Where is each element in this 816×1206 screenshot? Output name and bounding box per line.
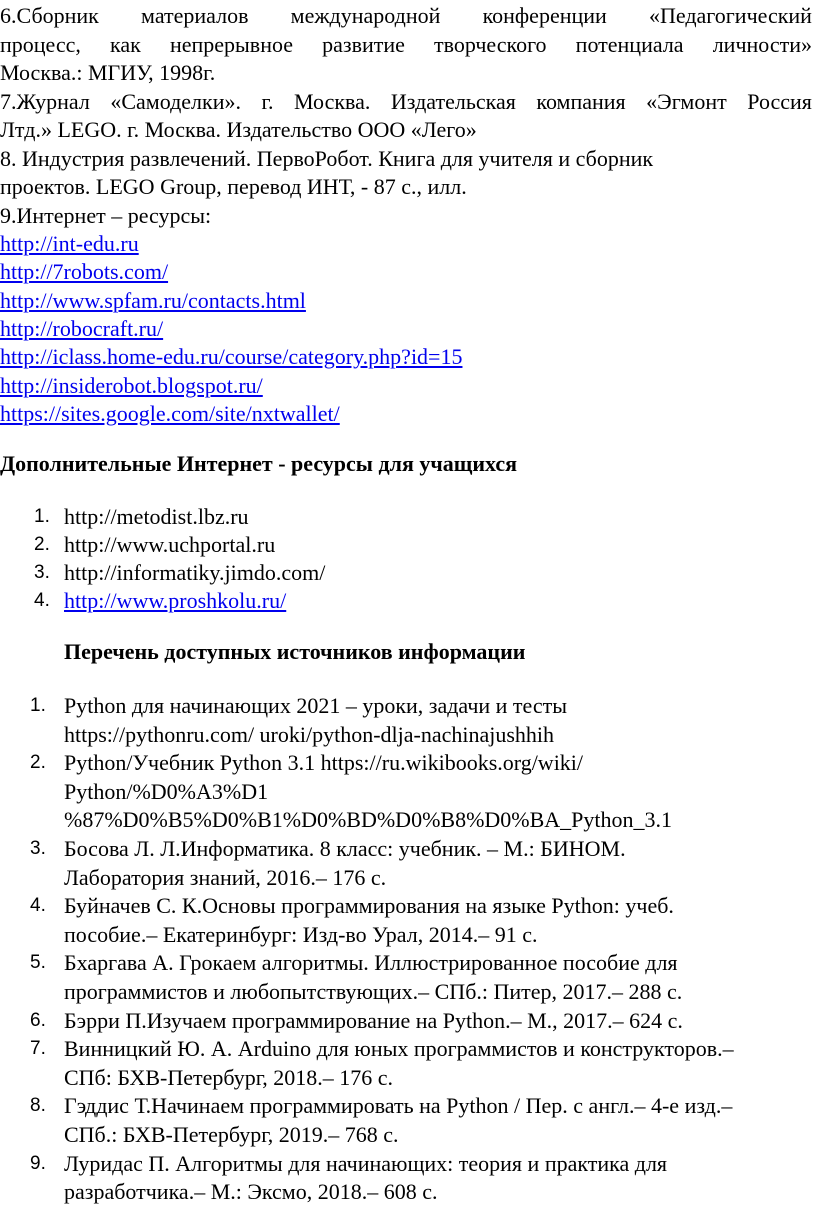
list-item: http://informatiky.jimdo.com/	[64, 560, 326, 585]
source-line: https://pythonru.com/ uroki/python-dlja-nachinajushhih	[64, 721, 555, 747]
list-item[interactable]	[64, 587, 286, 615]
ref-6-line-3: Москва.: МГИУ, 1998г.	[0, 60, 216, 85]
source-line: Бэрри П.Изучаем программирование на Python.– М., 2017.– 624 с.	[64, 1007, 683, 1033]
list-number: 3.	[34, 562, 50, 583]
source-line: Python/%D0%A3%D1	[64, 778, 269, 804]
word: Издательская	[390, 89, 516, 114]
ref-8-line-1: 8. Индустрия развлечений. ПервоРобот. Книга для учителя и сборник	[0, 146, 654, 171]
sources-heading: Перечень доступных источников информации	[64, 639, 526, 664]
student-resources-heading: Дополнительные Интернет - ресурсы для учащихся	[0, 451, 518, 476]
word: 6.Сборник	[0, 3, 99, 28]
source-number: 8.	[30, 1095, 46, 1117]
source-line: пособие.– Екатеринбург: Изд-во Урал, 2014.– 91 с.	[64, 921, 538, 947]
source-number: 9.	[30, 1152, 46, 1174]
ref-7-line-1	[0, 88, 812, 116]
list-number: 4.	[34, 590, 50, 611]
source-number: 7.	[30, 1038, 46, 1060]
source-number: 3.	[30, 838, 46, 859]
source-number: 6.	[30, 1009, 46, 1031]
source-number: 1.	[30, 695, 46, 716]
source-line: программистов и любопытствующих.– СПб.: Питер, 2017.– 288 с.	[64, 979, 683, 1004]
word: личности»	[712, 32, 812, 57]
word: «Педагогический	[648, 3, 812, 28]
list-number: 1.	[34, 506, 50, 527]
source-number: 2.	[30, 752, 46, 774]
resource-link[interactable]: http://int-edu.ru	[0, 231, 139, 256]
source-line: СПб: БХВ-Петербург, 2018.– 176 с.	[64, 1064, 394, 1090]
resource-link[interactable]: http://www.proshkolu.ru/	[64, 588, 287, 613]
resource-link[interactable]: https://sites.google.com/site/nxtwallet/	[0, 401, 340, 426]
source-line: %87%D0%B5%D0%B1%D0%BD%D0%B8%D0%BA_Python_3.1	[64, 807, 673, 833]
source-number: 4.	[30, 895, 46, 917]
ref-6-line-2	[0, 31, 812, 59]
resource-link[interactable]: http://robocraft.ru/	[0, 316, 164, 341]
word: потенциала	[575, 32, 684, 57]
word: конференции	[482, 3, 607, 28]
source-line: Python/Учебник Python 3.1 https://ru.wikibooks.org/wiki/	[64, 750, 584, 776]
word: процесс,	[0, 32, 81, 57]
resource-link[interactable]: http://insiderobot.blogspot.ru/	[0, 373, 263, 398]
ref-6-line-1	[0, 2, 812, 30]
word: «Эгмонт	[646, 89, 727, 114]
word: г.	[261, 89, 274, 114]
list-item: http://www.uchportal.ru	[64, 532, 276, 557]
word: Москва.	[294, 89, 371, 114]
word: непрерывное	[169, 32, 294, 57]
source-line: Бхаргава А. Грокаем алгоритмы. Иллюстрированное пособие для	[64, 950, 678, 976]
source-line: Буйначев С. К.Основы программирования на языке Python: учеб.	[64, 893, 674, 919]
word: развитие	[322, 32, 405, 57]
source-line: Лаборатория знаний, 2016.– 176 с.	[64, 864, 387, 890]
source-line: СПб.: БХВ-Петербург, 2019.– 768 с.	[64, 1122, 399, 1147]
source-line: Луридас П. Алгоритмы для начинающих: теория и практика для	[64, 1150, 668, 1176]
word: Россия	[747, 89, 812, 114]
word: материалов	[141, 3, 249, 28]
resource-link[interactable]: http://7robots.com/	[0, 259, 169, 284]
ref-8-line-2: проектов. LEGO Group, перевод ИНТ, - 87 с., илл.	[0, 174, 467, 199]
list-item: http://metodist.lbz.ru	[64, 504, 249, 529]
source-line: разработчика.– М.: Эксмо, 2018.– 608 с.	[64, 1179, 438, 1205]
source-line: Python для начинающих 2021 – уроки, задачи и тесты	[64, 693, 568, 718]
word: 7.Журнал	[0, 89, 90, 114]
source-line: Винницкий Ю. А. Arduino для юных программистов и конструкторов.–	[64, 1036, 734, 1062]
ref-7-line-2: Лтд.» LEGO. г. Москва. Издательство ООО «Лего»	[0, 117, 477, 142]
word: «Самоделки».	[110, 89, 241, 114]
source-line: Босова Л. Л.Информатика. 8 класс: учебник. – М.: БИНОМ.	[64, 836, 626, 861]
word: творческого	[434, 32, 547, 57]
ref-9-title: 9.Интернет – ресурсы:	[0, 203, 212, 228]
word: как	[110, 32, 141, 57]
word: компания	[536, 89, 626, 114]
resource-link[interactable]: http://www.spfam.ru/contacts.html	[0, 288, 306, 313]
list-number: 2.	[34, 534, 50, 555]
word: международной	[290, 3, 441, 28]
source-number: 5.	[30, 952, 46, 974]
source-line: Гэддис Т.Начинаем программировать на Python / Пер. с англ.– 4-е изд.–	[64, 1093, 733, 1119]
resource-link[interactable]: http://iclass.home-edu.ru/course/category.php?id=15	[0, 344, 463, 369]
